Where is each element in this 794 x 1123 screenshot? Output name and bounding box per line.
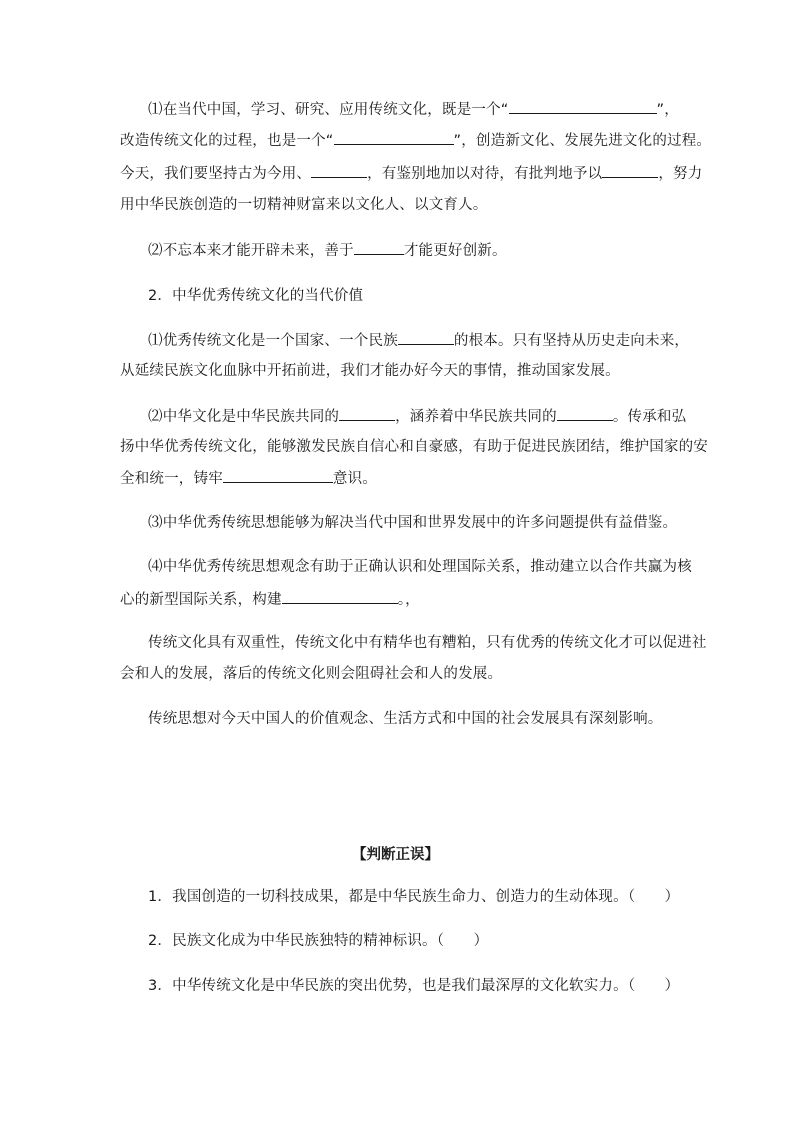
p1-line4: 用中华民族创造的一切精神财富来以文化人、以文育人。	[120, 197, 488, 213]
p1-line1-text-b: ”，	[656, 102, 679, 118]
p2-text-b: 才能更好创新。	[403, 243, 507, 259]
p6-line2-text-a: 心的新型国际关系，构建	[120, 592, 282, 608]
section-2-heading: 2．中华优秀传统文化的当代价值	[148, 288, 364, 304]
judge-item-1: 1．我国创造的一切科技成果，都是中华民族生命力、创造力的生动体现。（ ）	[148, 889, 680, 905]
blank-3[interactable]	[311, 163, 367, 178]
p4-line3-text-b: 意识。	[332, 471, 378, 487]
p2-line1	[148, 240, 507, 261]
p2-text-a: ⑵不忘本来才能开辟未来，善于	[148, 243, 354, 259]
p4-line2: 扬中华优秀传统文化，能够激发民族自信心和自豪感，有助于促进民族团结，维护国家的安	[120, 439, 708, 455]
blank-7[interactable]	[339, 406, 395, 421]
p4-line3	[120, 468, 377, 489]
p7-line2: 会和人的发展，落后的传统文化则会阻碍社会和人的发展。	[120, 666, 503, 682]
judge-item-3: 3．中华传统文化是中华民族的突出优势，也是我们最深厚的文化软实力。（ ）	[148, 978, 680, 994]
p1-line3-text-c: ，努力	[658, 166, 703, 182]
p3-line1-text-b: 的根本。只有坚持从历史走向未来，	[453, 333, 690, 349]
p1-line3-text-a: 今天，我们要坚持古为今用、	[120, 166, 312, 182]
blank-1[interactable]	[509, 99, 657, 114]
blank-4[interactable]	[602, 163, 658, 178]
p6-line2-text-b: 。，	[397, 592, 420, 608]
judge-title: 【判断正误】	[352, 847, 439, 863]
p4-line1-text-a: ⑵中华文化是中华民族共同的	[148, 409, 340, 425]
p1-line1	[148, 99, 679, 120]
p5-line1: ⑶中华优秀传统思想能够为解决当代中国和世界发展中的许多问题提供有益借鉴。	[148, 515, 678, 531]
blank-6[interactable]	[398, 330, 454, 345]
p3-line2: 从延续民族文化血脉中开拓前进，我们才能办好今天的事情，推动国家发展。	[120, 363, 620, 379]
p1-line3	[120, 163, 702, 184]
p1-line2-text-a: 改造传统文化的过程，也是一个“	[120, 133, 334, 149]
judge-item-2: 2．民族文化成为中华民族独特的精神标识。（ ）	[148, 933, 489, 949]
p6-line1: ⑷中华优秀传统思想观念有助于正确认识和处理国际关系，推动建立以合作共赢为核	[148, 559, 692, 575]
blank-5[interactable]	[354, 240, 404, 255]
p4-line1-text-b: ，涵养着中华民族共同的	[395, 409, 557, 425]
p3-line1-text-a: ⑴优秀传统文化是一个国家、一个民族	[148, 333, 398, 349]
blank-8[interactable]	[557, 406, 613, 421]
p6-line2	[120, 589, 420, 610]
p4-line1	[148, 406, 686, 427]
p1-line1-text-a: ⑴在当代中国，学习、研究、应用传统文化，既是一个“	[148, 102, 509, 118]
blank-9[interactable]	[223, 468, 333, 483]
p8-line1: 传统思想对今天中国人的价值观念、生活方式和中国的社会发展具有深刻影响。	[148, 711, 663, 727]
p1-line2	[120, 130, 711, 151]
blank-10[interactable]	[282, 589, 398, 604]
p4-line3-text-a: 全和统一，铸牢	[120, 471, 223, 487]
p1-line2-text-b: ”，创造新文化、发展先进文化的过程。	[453, 133, 712, 149]
p1-line3-text-b: ，有鉴别地加以对待，有批判地予以	[367, 166, 603, 182]
p3-line1	[148, 330, 689, 351]
p7-line1: 传统文化具有双重性，传统文化中有精华也有糟粕，只有优秀的传统文化才可以促进社	[148, 635, 707, 651]
p4-line1-text-c: 。传承和弘	[612, 409, 687, 425]
blank-2[interactable]	[334, 130, 454, 145]
